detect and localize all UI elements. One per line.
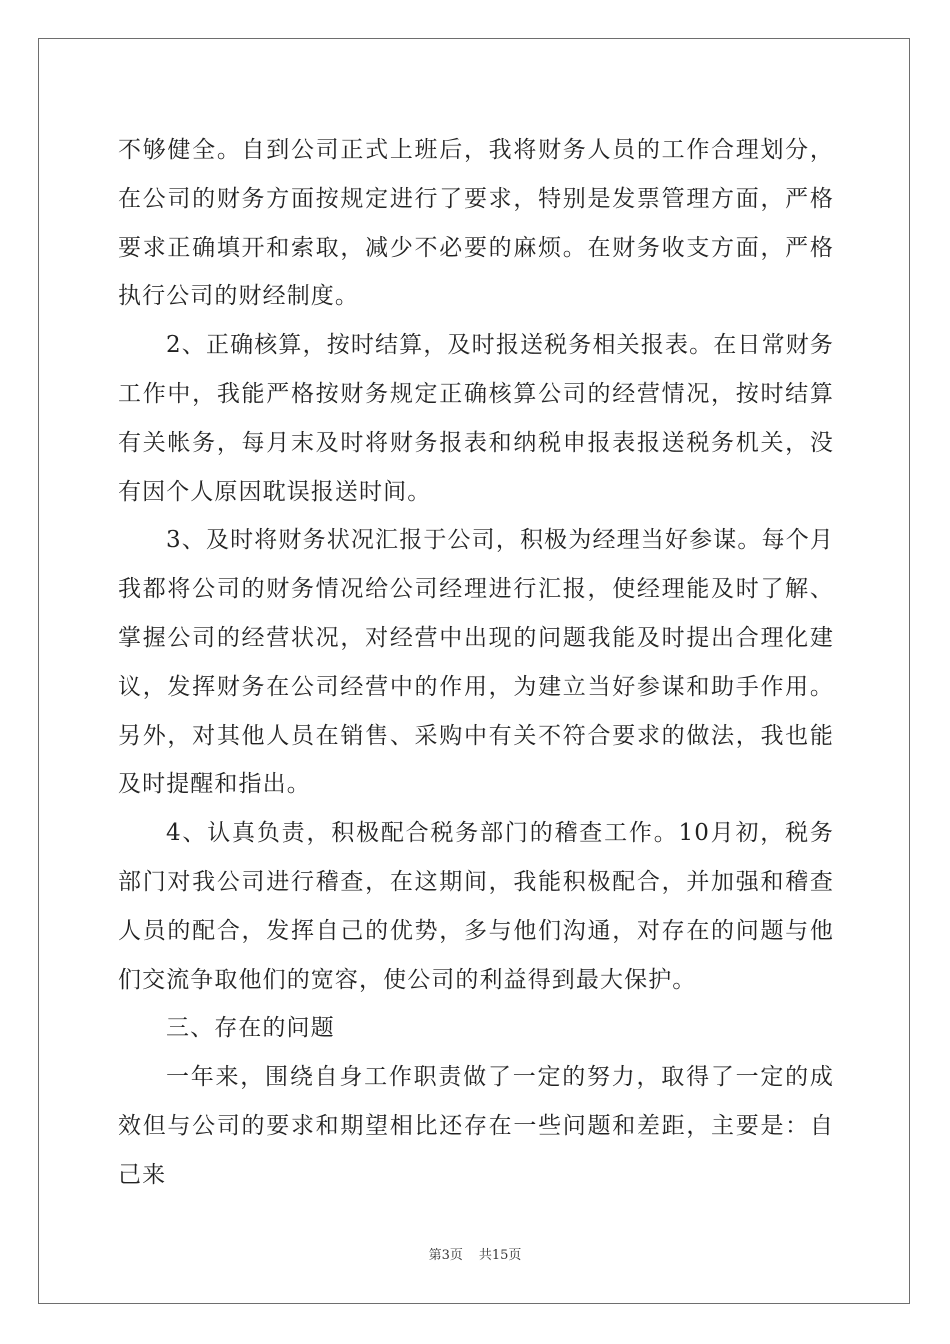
- paragraph-3: 3、及时将财务状况汇报于公司，积极为经理当好参谋。每个月我都将公司的财务情况给公司经理进行汇报，使经理能及时了解、掌握公司的经营状况，对经营中出现的问题我能及时提出合理化建议，发挥财务在公司经营中的作用，为建立当好参谋和助手作用。另外，对其他人员在销售、采购中有关不符合要求的做法，我也能及时提醒和指出。: [118, 527, 834, 798]
- paragraph-4: 4、认真负责，积极配合税务部门的稽查工作。10月初，税务部门对我公司进行稽查，在这期间，我能积极配合，并加强和稽查人员的配合，发挥自己的优势，多与他们沟通，对存在的问题与他们交流争取他们的宽容，使公司的利益得到最大保护。: [118, 820, 834, 993]
- section-heading: 三、存在的问题: [166, 1015, 335, 1042]
- page-footer: [0, 1244, 950, 1263]
- paragraph-5: 一年来，围绕自身工作职责做了一定的努力，取得了一定的成效但与公司的要求和期望相比还存在一些问题和差距，主要是：自己来: [118, 1064, 834, 1188]
- page-total: 共15页: [478, 1248, 522, 1263]
- page-number: 第3页: [428, 1248, 463, 1263]
- document-body: [118, 126, 834, 1200]
- paragraph-1: 不够健全。自到公司正式上班后，我将财务人员的工作合理划分，在公司的财务方面按规定进行了要求，特别是发票管理方面，严格要求正确填开和索取，减少不必要的麻烦。在财务收支方面，严格执行公司的财经制度。: [118, 137, 834, 310]
- paragraph-2: 2、正确核算，按时结算，及时报送税务相关报表。在日常财务工作中，我能严格按财务规定正确核算公司的经营情况，按时结算有关帐务，每月末及时将财务报表和纳税申报表报送税务机关，没有因个人原因耽误报送时间。: [118, 332, 834, 505]
